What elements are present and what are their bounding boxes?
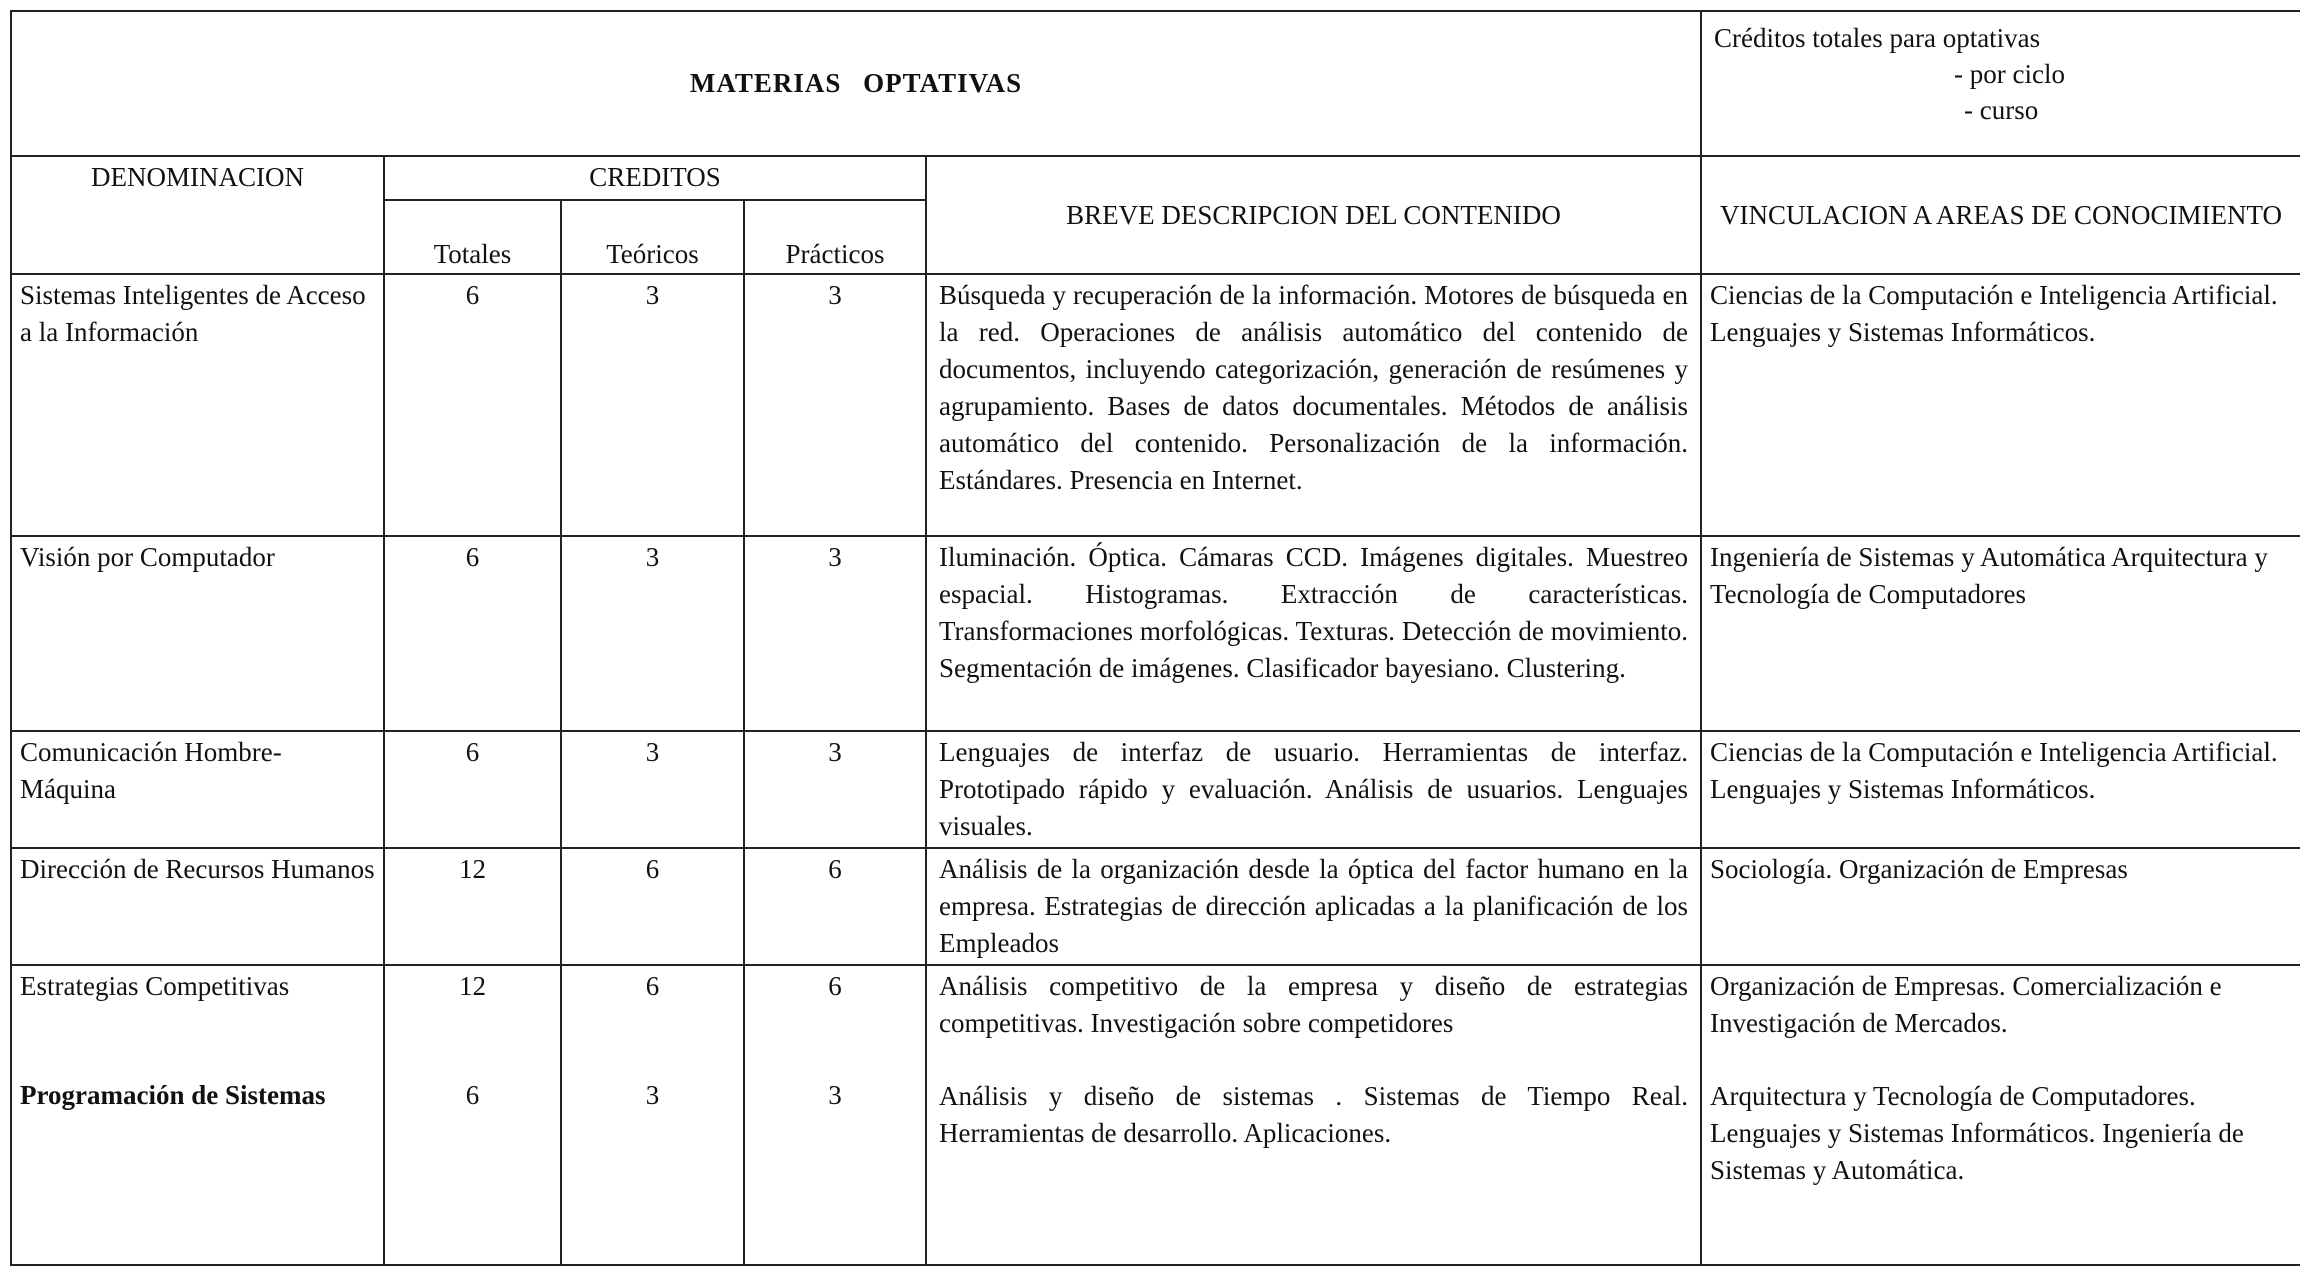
row-totales-cell [384,965,561,1265]
row-name: Comunicación Hombre-Máquina [11,731,384,848]
row-practicos: 6 [744,848,926,965]
row-descripcion: Análisis de la organización desde la óptica del factor humano en la empresa. Estrategias de dirección aplicadas a la planificación de los Empleados [926,848,1701,965]
row-name: Visión por Computador [11,536,384,731]
row-descripcion: Búsqueda y recuperación de la información. Motores de búsqueda en la red. Operaciones de análisis automático del contenido de documentos, incluyendo categorización, generación de resúmenes y agrupamiento. Bases de datos documentales. Métodos de análisis automático del contenido. Personalización de la información. Estándares. Presencia en Internet. [926,274,1701,536]
row-areas: Organización de Empresas. Comercialización e Investigación de Mercados. [1710,971,2222,1038]
row-spacer [939,1042,1688,1078]
row-spacer [1710,1042,2292,1078]
header-denominacion: DENOMINACION [11,156,384,274]
header-vinculacion: VINCULACION A AREAS DE CONOCIMIENTO [1701,156,2300,274]
row-teoricos: 6 [645,971,660,1001]
row-descripcion: Análisis competitivo de la empresa y diseño de estrategias competitivas. Investigación sobre competidores [939,971,1689,1038]
table-row-merged [11,965,2300,1265]
creditos-totales-curso: - curso [1964,95,2039,125]
row-teoricos: 3 [561,731,744,848]
header-teoricos: Teóricos [561,200,744,274]
row-name: Sistemas Inteligentes de Acceso a la Información [11,274,384,536]
row-spacer [385,1005,560,1077]
header-creditos: CREDITOS [384,156,926,200]
row-practicos: 6 [828,971,842,1001]
row-teoricos-cell [561,965,744,1265]
row-descripcion: Análisis y diseño de sistemas . Sistemas de Tiempo Real. Herramientas de desarrollo. Aplicaciones. [939,1081,1689,1148]
row-areas: Ciencias de la Computación e Inteligencia Artificial. Lenguajes y Sistemas Informáticos. [1701,731,2300,848]
page-title: MATERIAS OPTATIVAS [11,11,1701,156]
row-totales: 6 [384,274,561,536]
document-sheet [10,10,2300,1268]
row-name: Dirección de Recursos Humanos [11,848,384,965]
creditos-totales-box [1701,11,2300,156]
creditos-totales-heading: Créditos totales para optativas [1714,23,2041,53]
row-totales: 6 [465,1080,480,1110]
row-areas: Arquitectura y Tecnología de Computadores. Lenguajes y Sistemas Informáticos. Ingeniería de Sistemas y Automática. [1710,1081,2244,1185]
row-spacer [20,1005,375,1077]
table-row [11,536,2300,731]
table-row [11,274,2300,536]
row-descripcion: Iluminación. Óptica. Cámaras CCD. Imágenes digitales. Muestreo espacial. Histogramas. Extracción de características. Transformaciones morfológicas. Texturas. Detección de movimiento. Segmentación de imágenes. Clasificador bayesiano. Clustering. [926,536,1701,731]
optativas-table [10,10,2300,1266]
row-teoricos: 3 [561,536,744,731]
row-practicos-cell [744,965,926,1265]
title-row [11,11,2300,156]
row-practicos: 3 [744,274,926,536]
row-areas: Sociología. Organización de Empresas [1701,848,2300,965]
row-teoricos: 3 [645,1080,660,1110]
row-name: Estrategias Competitivas [20,971,290,1001]
row-practicos: 3 [744,536,926,731]
row-spacer [562,1005,743,1077]
row-totales: 12 [384,848,561,965]
row-teoricos: 3 [561,274,744,536]
row-descripcion-cell [926,965,1701,1265]
header-totales: Totales [384,200,561,274]
row-teoricos: 6 [561,848,744,965]
row-areas: Ingeniería de Sistemas y Automática Arquitectura y Tecnología de Computadores [1701,536,2300,731]
header-descripcion: BREVE DESCRIPCION DEL CONTENIDO [926,156,1701,274]
row-spacer [745,1005,925,1077]
row-name-cell [11,965,384,1265]
table-row [11,848,2300,965]
creditos-totales-ciclo: - por ciclo [1954,59,2065,89]
header-practicos: Prácticos [744,200,926,274]
row-totales: 6 [384,731,561,848]
row-totales: 12 [459,971,486,1001]
row-totales: 6 [384,536,561,731]
row-descripcion: Lenguajes de interfaz de usuario. Herramientas de interfaz. Prototipado rápido y evaluación. Análisis de usuarios. Lenguajes visuales. [926,731,1701,848]
row-areas: Ciencias de la Computación e Inteligencia Artificial. Lenguajes y Sistemas Informáticos. [1701,274,2300,536]
row-practicos: 3 [744,731,926,848]
row-practicos: 3 [828,1080,842,1110]
row-name: Programación de Sistemas [20,1080,326,1110]
row-areas-cell [1701,965,2300,1265]
header-row-1 [11,156,2300,200]
table-row [11,731,2300,848]
